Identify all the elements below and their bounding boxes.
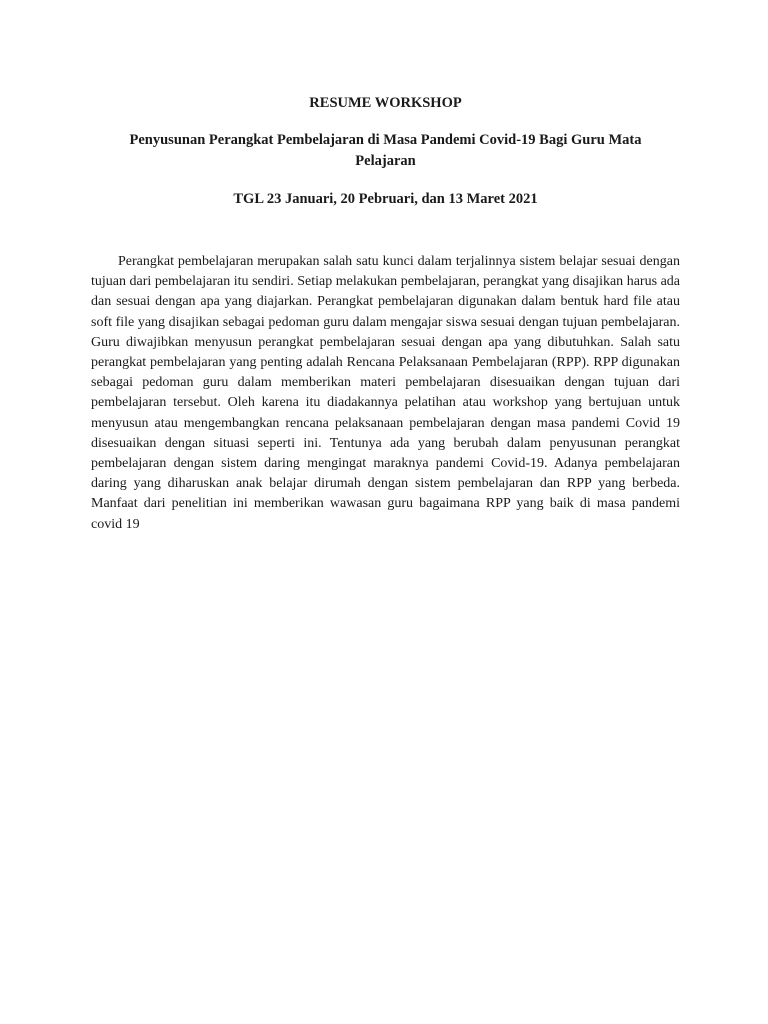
document-date: TGL 23 Januari, 20 Pebruari, dan 13 Maret 2021 — [233, 191, 538, 207]
document-subtitle: Penyusunan Perangkat Pembelajaran di Masa Pandemi Covid-19 Bagi Guru Mata Pelajaran — [129, 132, 642, 169]
document-title: RESUME WORKSHOP — [309, 95, 462, 111]
body-paragraph: Perangkat pembelajaran merupakan salah satu kunci dalam terjalinnya sistem belajar sesuai dengan tujuan dari pembelajaran itu sendiri. Setiap melakukan pembelajaran, perangkat yang disajikan harus ada dan sesuai dengan apa yang diajarkan. Perangkat pembelajaran digunakan dalam bentuk hard file atau soft file yang disajikan sebagai pedoman guru dalam mengajar siswa sesuai dengan tujuan pembelajaran. Guru diwajibkan menyusun perangkat pembelajaran sesuai dengan apa yang dibutuhkan. Salah satu perangkat pembelajaran yang penting adalah Rencana Pelaksanaan Pembelajaran (RPP). RPP digunakan sebagai pedoman guru dalam memberikan materi pembelajaran disesuaikan dengan tujuan dari pembelajaran tersebut. Oleh karena itu diadakannya pelatihan atau workshop yang bertujuan untuk menyusun atau mengembangkan rencana pelaksanaan pembelajaran dengan masa pandemi Covid 19 disesuaikan dengan situasi seperti ini. Tentunya ada yang berubah dalam penyusunan perangkat pembelajaran dengan sistem daring mengingat maraknya pandemi Covid-19. Adanya pembelajaran daring yang diharuskan anak belajar dirumah dengan sistem pembelajaran dan RPP yang berbeda. Manfaat dari penelitian ini memberikan wawasan guru bagaimana RPP yang baik di masa pandemi covid 19 — [91, 254, 680, 532]
